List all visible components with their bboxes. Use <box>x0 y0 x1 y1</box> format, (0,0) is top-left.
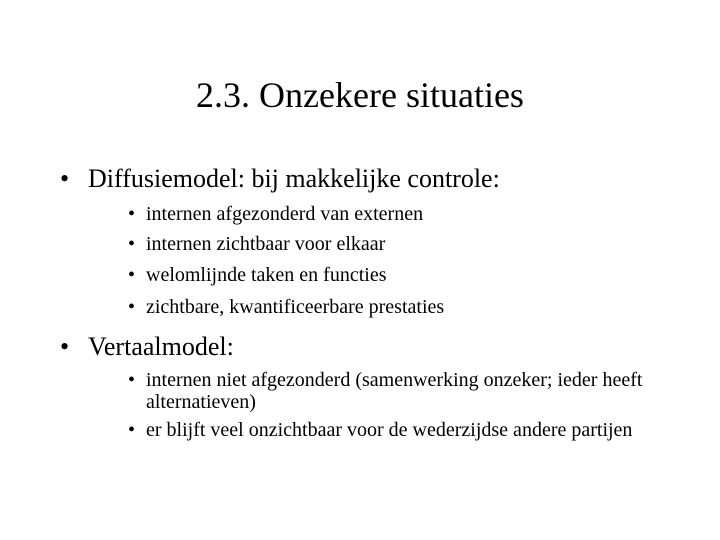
list-item-text: internen niet afgezonderd (samenwerking onzeker; ieder heeft alternatieven) <box>146 369 643 413</box>
list-item-text: zichtbare, kwantificeerbare prestaties <box>146 296 445 318</box>
bullet-marker: • <box>60 164 70 193</box>
list-item-text: internen afgezonderd van externen <box>146 203 424 225</box>
bullet-marker: • <box>128 264 136 286</box>
section-label: Vertaalmodel: <box>88 332 234 361</box>
list-item <box>128 233 385 255</box>
section-diffusiemodel <box>60 163 500 195</box>
list-item <box>128 369 668 413</box>
list-item-text: internen zichtbaar voor elkaar <box>146 233 386 255</box>
bullet-marker: • <box>128 369 136 391</box>
section-label: Diffusiemodel: bij makkelijke controle: <box>88 164 500 193</box>
bullet-marker: • <box>128 233 136 255</box>
slide-title: 2.3. Onzekere situaties <box>196 75 524 115</box>
bullet-marker: • <box>128 296 136 318</box>
bullet-marker: • <box>128 419 136 441</box>
list-item-text: welomlijnde taken en functies <box>146 264 387 286</box>
list-item <box>128 264 386 286</box>
bullet-marker: • <box>128 203 136 225</box>
list-item <box>128 419 668 441</box>
bullet-marker: • <box>60 332 70 361</box>
list-item <box>128 296 444 318</box>
section-vertaalmodel <box>60 331 234 363</box>
list-item-text: er blijft veel onzichtbaar voor de wederzijdse andere partijen <box>146 419 633 441</box>
list-item <box>128 203 423 225</box>
